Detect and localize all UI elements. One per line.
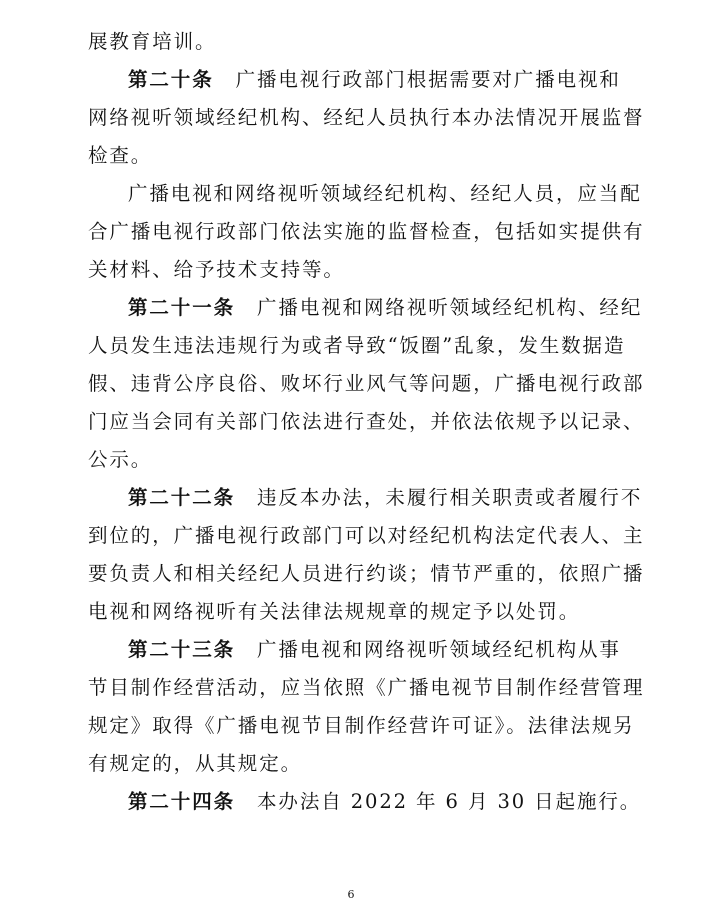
text-line — [88, 752, 612, 776]
text-line — [88, 258, 612, 282]
line-text: 网络视听领域经纪机构、经纪人员执行本办法情况开展监督 — [88, 106, 645, 129]
line-text: 有规定的，从其规定。 — [88, 752, 303, 775]
line-text: 电视和网络视听有关法律法规规章的规定予以处罚。 — [88, 600, 581, 623]
article-21-title: 第二十一条 — [128, 296, 236, 319]
text-line — [88, 714, 635, 738]
text-line — [88, 562, 645, 586]
line-text: 广播电视行政部门根据需要对广播电视和 — [235, 68, 621, 91]
line-text: 假、违背公序良俗、败坏行业风气等问题，广播电视行政部 — [88, 372, 645, 395]
line-text: 人员发生违法违规行为或者导致“饭圈”乱象，发生数据造 — [88, 334, 626, 357]
line-text: 到位的，广播电视行政部门可以对经纪机构法定代表人、主 — [88, 524, 645, 547]
article-22-title: 第二十二条 — [128, 486, 236, 509]
page-number: 6 — [347, 888, 355, 901]
line-text: 本办法自 2022 年 6 月 30 日起施行。 — [257, 790, 642, 813]
line-text: 广播电视和网络视听领域经纪机构、经纪人员，应当配 — [128, 182, 642, 205]
line-text: 检查。 — [88, 144, 153, 167]
line-text: 规定》取得《广播电视节目制作经营许可证》。法律法规另 — [88, 714, 635, 737]
article-24-heading-line — [128, 790, 642, 814]
article-23-heading-line — [128, 638, 621, 662]
text-line — [88, 410, 645, 434]
line-text: 节目制作经营活动，应当依照《广播电视节目制作经营管理 — [88, 676, 645, 699]
text-line — [88, 600, 612, 624]
paragraph-start-line — [128, 182, 642, 206]
text-line — [88, 144, 612, 168]
line-text: 关材料、给予技术支持等。 — [88, 258, 345, 281]
text-line — [88, 372, 645, 396]
line-text: 违反本办法，未履行相关职责或者履行不 — [257, 486, 643, 509]
text-line — [88, 524, 645, 548]
line-text: 广播电视和网络视听领域经纪机构、经纪 — [257, 296, 643, 319]
text-line — [88, 106, 645, 130]
article-23-title: 第二十三条 — [128, 638, 236, 661]
text-line — [88, 448, 612, 472]
text-line — [88, 30, 612, 54]
line-text: 合广播电视行政部门依法实施的监督检查，包括如实提供有 — [88, 220, 645, 243]
article-21-heading-line — [128, 296, 643, 320]
line-text: 展教育培训。 — [88, 30, 217, 53]
text-line — [88, 334, 626, 358]
line-text: 门应当会同有关部门依法进行查处，并依法依规予以记录、 — [88, 410, 645, 433]
line-text: 广播电视和网络视听领域经纪机构从事 — [257, 638, 621, 661]
article-24-title: 第二十四条 — [128, 790, 236, 813]
article-22-heading-line — [128, 486, 643, 510]
article-20-heading-line — [128, 68, 621, 92]
text-line — [88, 220, 645, 244]
line-text: 公示。 — [88, 448, 153, 471]
text-line — [88, 676, 645, 700]
article-20-title: 第二十条 — [128, 68, 214, 91]
line-text: 要负责人和相关经纪人员进行约谈；情节严重的，依照广播 — [88, 562, 645, 585]
